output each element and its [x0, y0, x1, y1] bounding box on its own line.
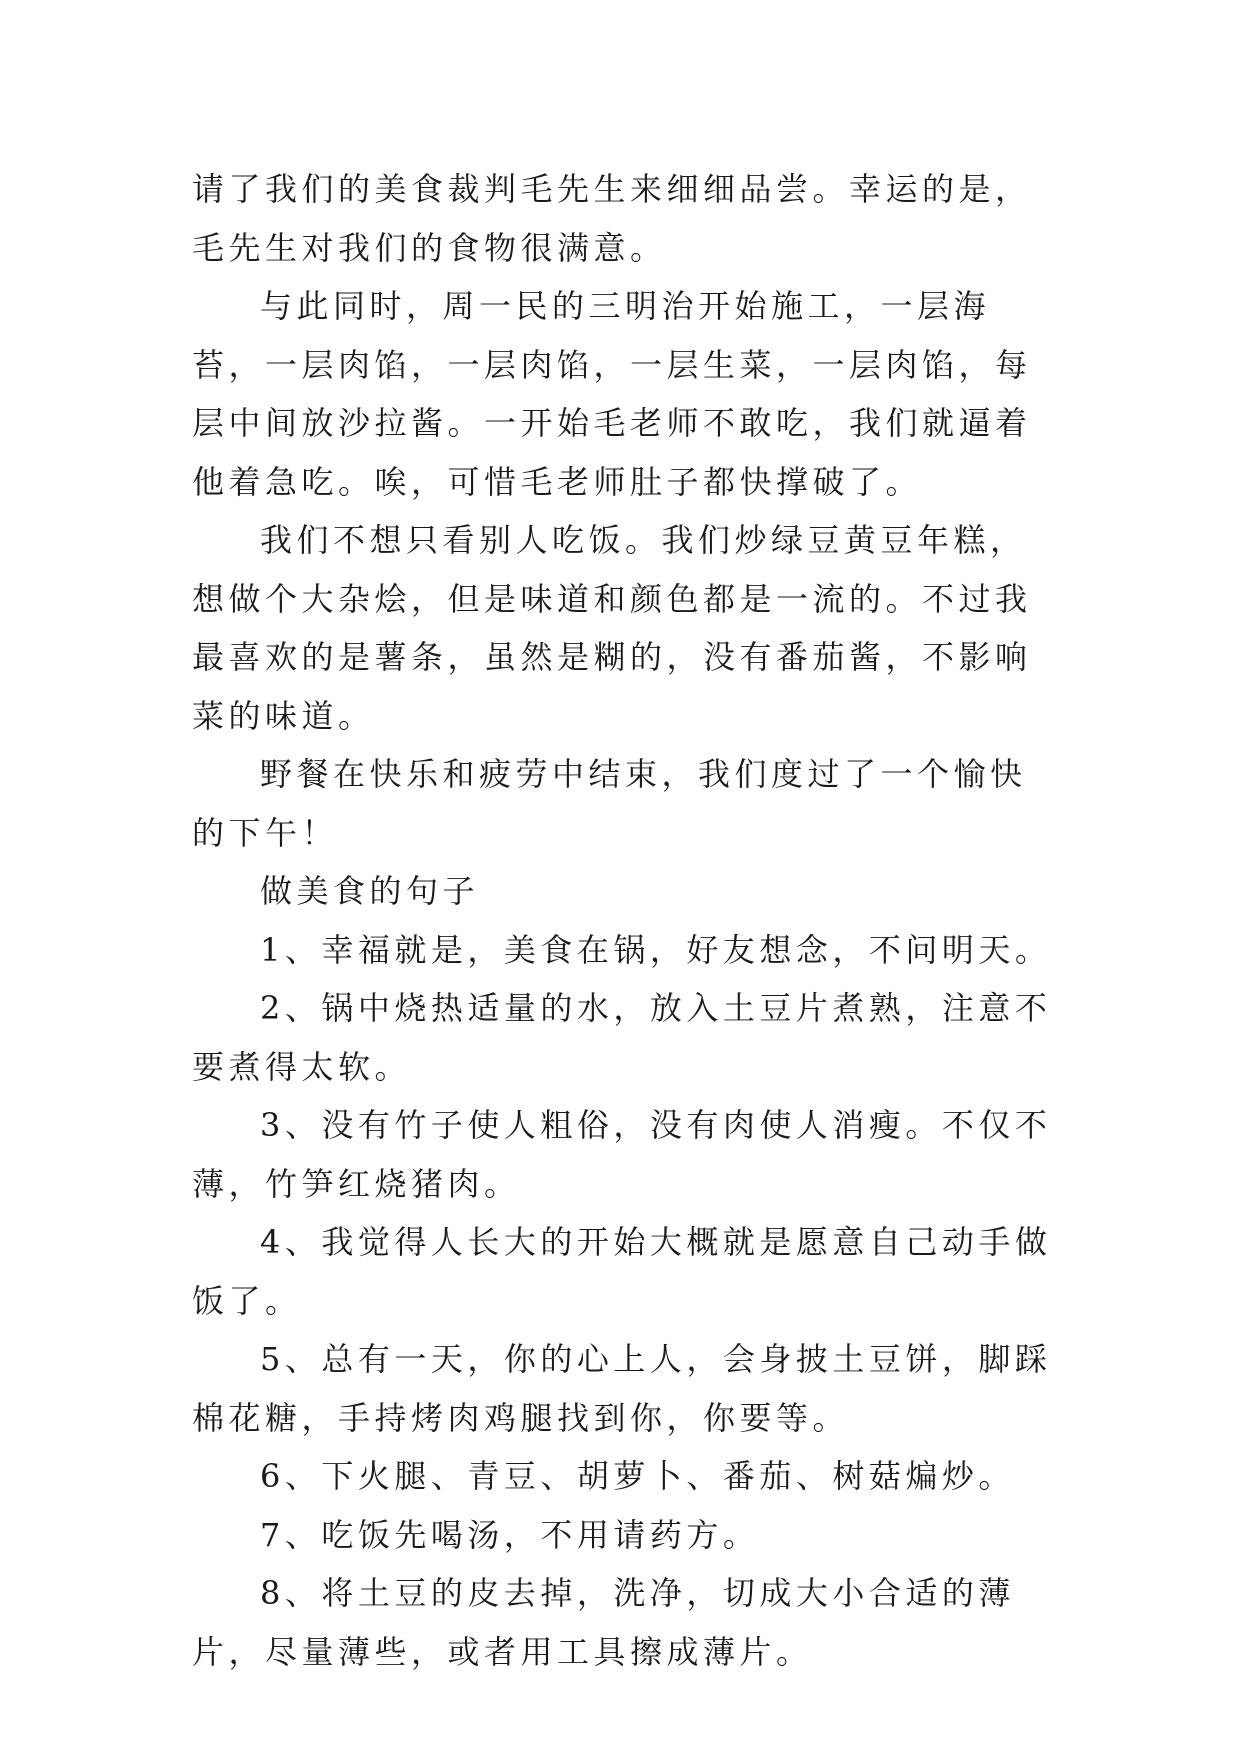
list-item-6: 6、下火腿、青豆、胡萝卜、番茄、树菇煸炒。: [260, 1457, 1015, 1495]
list-item-4: 4、我觉得人长大的开始大概就是愿意自己动手做饭了。: [192, 1223, 1052, 1320]
document-body: [192, 160, 1062, 1681]
list-item-3: 3、没有竹子使人粗俗，没有肉使人消瘦。不仅不薄，竹笋红烧猪肉。: [192, 1106, 1052, 1203]
list-item-5: 5、总有一天，你的心上人，会身披土豆饼，脚踩棉花糖，手持烤肉鸡腿找到你，你要等。: [192, 1340, 1052, 1437]
paragraph-3: 我们不想只看别人吃饭。我们炒绿豆黄豆年糕，想做个大杂烩，但是味道和颜色都是一流的。不过我最喜欢的是薯条，虽然是糊的，没有番茄酱，不影响菜的味道。: [192, 521, 1032, 735]
paragraph-4: 野餐在快乐和疲劳中结束，我们度过了一个愉快的下午！: [192, 755, 1027, 852]
paragraph-1: 请了我们的美食裁判毛先生来细细品尝。幸运的是，毛先生对我们的食物很满意。: [192, 170, 1032, 267]
list-item-7: 7、吃饭先喝汤，不用请药方。: [260, 1515, 760, 1554]
list-item-1: 1、幸福就是，美食在锅，好友想念，不问明天。: [260, 930, 1052, 969]
list-item-2: 2、锅中烧热适量的水，放入土豆片煮熟，注意不要煮得太软。: [192, 989, 1052, 1086]
list-item-8: 8、将土豆的皮去掉，洗净，切成大小合适的薄片，尽量薄些，或者用工具擦成薄片。: [192, 1574, 1015, 1671]
section-heading: 做美食的句子: [260, 872, 480, 910]
paragraph-2: 与此同时，周一民的三明治开始施工，一层海苔，一层肉馅，一层肉馅，一层生菜，一层肉馅，每层中间放沙拉酱。一开始毛老师不敢吃，我们就逼着他着急吃。唉，可惜毛老师肚子都快撑破了。: [192, 287, 1032, 501]
